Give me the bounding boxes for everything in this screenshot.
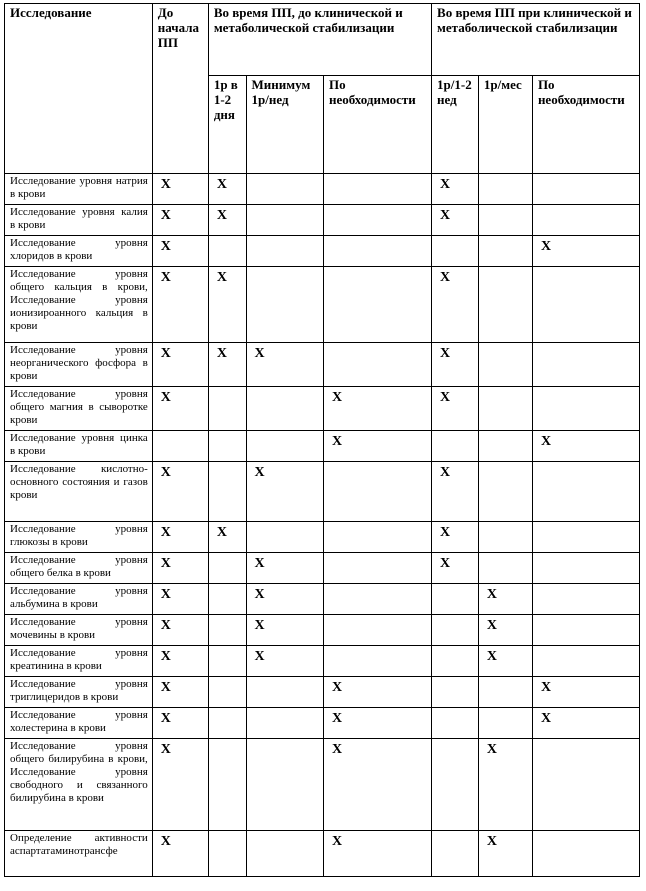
- empty-cell: [478, 387, 532, 431]
- empty-cell: [432, 646, 479, 677]
- empty-cell: [246, 522, 323, 553]
- table-row: [5, 522, 640, 553]
- row-label: Исследование уровня общего кальция в крови, Исследование уровня ионизироанного кальция в крови: [5, 267, 153, 343]
- table-row: [5, 831, 640, 877]
- empty-cell: [246, 677, 323, 708]
- empty-cell: [323, 615, 431, 646]
- header-weekly-1-2: 1р/1-2 нед: [432, 76, 479, 174]
- empty-cell: [532, 267, 639, 343]
- table-row: [5, 431, 640, 462]
- check-mark: X: [152, 677, 208, 708]
- table-body: [5, 174, 640, 877]
- check-mark: X: [478, 739, 532, 831]
- empty-cell: [532, 739, 639, 831]
- header-monthly: 1р/мес: [478, 76, 532, 174]
- empty-cell: [246, 387, 323, 431]
- empty-cell: [532, 831, 639, 877]
- check-mark: X: [532, 236, 639, 267]
- check-mark: X: [478, 584, 532, 615]
- table-row: [5, 387, 640, 431]
- header-during-pn-after-stabilization: Во время ПП при клинической и метаболической стабилизации: [432, 4, 640, 76]
- empty-cell: [208, 553, 246, 584]
- empty-cell: [432, 431, 479, 462]
- row-label: Исследование уровня общего билирубина в крови, Исследование уровня свободного и связанного билирубина в крови: [5, 739, 153, 831]
- check-mark: X: [208, 205, 246, 236]
- check-mark: X: [208, 522, 246, 553]
- table-row: [5, 343, 640, 387]
- check-mark: X: [152, 174, 208, 205]
- table-row: [5, 739, 640, 831]
- empty-cell: [246, 431, 323, 462]
- header-as-needed-2: По необходимости: [532, 76, 639, 174]
- empty-cell: [208, 831, 246, 877]
- check-mark: X: [323, 677, 431, 708]
- check-mark: X: [246, 462, 323, 522]
- check-mark: X: [432, 522, 479, 553]
- header-daily: 1р в 1-2 дня: [208, 76, 246, 174]
- check-mark: X: [323, 831, 431, 877]
- check-mark: X: [152, 739, 208, 831]
- empty-cell: [246, 708, 323, 739]
- check-mark: X: [323, 431, 431, 462]
- table-row: [5, 584, 640, 615]
- empty-cell: [432, 708, 479, 739]
- check-mark: X: [152, 522, 208, 553]
- empty-cell: [323, 174, 431, 205]
- check-mark: X: [152, 615, 208, 646]
- check-mark: X: [246, 343, 323, 387]
- check-mark: X: [152, 236, 208, 267]
- row-label: Исследование уровня альбумина в крови: [5, 584, 153, 615]
- check-mark: X: [152, 462, 208, 522]
- empty-cell: [478, 431, 532, 462]
- empty-cell: [478, 708, 532, 739]
- row-label: Исследование кислотно-основного состояния и газов крови: [5, 462, 153, 522]
- empty-cell: [532, 387, 639, 431]
- empty-cell: [323, 646, 431, 677]
- check-mark: X: [152, 205, 208, 236]
- check-mark: X: [432, 174, 479, 205]
- empty-cell: [532, 462, 639, 522]
- empty-cell: [246, 267, 323, 343]
- empty-cell: [208, 387, 246, 431]
- check-mark: X: [432, 343, 479, 387]
- header-min-weekly: Минимум 1р/нед: [246, 76, 323, 174]
- empty-cell: [432, 677, 479, 708]
- empty-cell: [478, 205, 532, 236]
- check-mark: X: [323, 708, 431, 739]
- row-label: Исследование уровня общего белка в крови: [5, 553, 153, 584]
- row-label: Исследование уровня триглицеридов в крови: [5, 677, 153, 708]
- check-mark: X: [478, 615, 532, 646]
- empty-cell: [432, 615, 479, 646]
- row-label: Исследование уровня креатинина в крови: [5, 646, 153, 677]
- check-mark: X: [478, 646, 532, 677]
- empty-cell: [246, 831, 323, 877]
- empty-cell: [323, 236, 431, 267]
- row-label: Исследование уровня мочевины в крови: [5, 615, 153, 646]
- empty-cell: [208, 615, 246, 646]
- empty-cell: [532, 343, 639, 387]
- empty-cell: [208, 708, 246, 739]
- empty-cell: [208, 646, 246, 677]
- table-row: [5, 553, 640, 584]
- row-label: Исследование уровня холестерина в крови: [5, 708, 153, 739]
- empty-cell: [478, 462, 532, 522]
- empty-cell: [532, 205, 639, 236]
- check-mark: X: [152, 708, 208, 739]
- check-mark: X: [152, 646, 208, 677]
- check-mark: X: [432, 462, 479, 522]
- check-mark: X: [208, 267, 246, 343]
- table-row: [5, 677, 640, 708]
- table-row: [5, 236, 640, 267]
- empty-cell: [478, 522, 532, 553]
- empty-cell: [323, 205, 431, 236]
- empty-cell: [323, 522, 431, 553]
- check-mark: X: [152, 267, 208, 343]
- empty-cell: [532, 174, 639, 205]
- check-mark: X: [532, 431, 639, 462]
- check-mark: X: [323, 387, 431, 431]
- empty-cell: [478, 553, 532, 584]
- row-label: Исследование уровня неорганического фосфора в крови: [5, 343, 153, 387]
- check-mark: X: [432, 205, 479, 236]
- empty-cell: [432, 236, 479, 267]
- row-label: Определение активности аспартатаминотрансфе: [5, 831, 153, 877]
- empty-cell: [208, 584, 246, 615]
- table-row: [5, 708, 640, 739]
- header-research: Исследование: [5, 4, 153, 174]
- check-mark: X: [152, 387, 208, 431]
- check-mark: X: [432, 553, 479, 584]
- header-during-pn-before-stabilization: Во время ПП, до клинической и метаболической стабилизации: [208, 4, 431, 76]
- table-row: [5, 462, 640, 522]
- empty-cell: [208, 431, 246, 462]
- empty-cell: [323, 553, 431, 584]
- empty-cell: [208, 739, 246, 831]
- check-mark: X: [208, 343, 246, 387]
- row-label: Исследование уровня глюкозы в крови: [5, 522, 153, 553]
- empty-cell: [532, 584, 639, 615]
- check-mark: X: [208, 174, 246, 205]
- check-mark: X: [432, 267, 479, 343]
- empty-cell: [478, 236, 532, 267]
- check-mark: X: [246, 615, 323, 646]
- empty-cell: [323, 343, 431, 387]
- empty-cell: [432, 584, 479, 615]
- empty-cell: [208, 677, 246, 708]
- row-label: Исследование уровня хлоридов в крови: [5, 236, 153, 267]
- row-label: Исследование уровня общего магния в сыворотке крови: [5, 387, 153, 431]
- empty-cell: [432, 739, 479, 831]
- check-mark: X: [152, 584, 208, 615]
- check-mark: X: [432, 387, 479, 431]
- monitoring-table: [4, 3, 640, 877]
- empty-cell: [323, 584, 431, 615]
- table-row: [5, 267, 640, 343]
- empty-cell: [246, 236, 323, 267]
- empty-cell: [478, 343, 532, 387]
- check-mark: X: [246, 584, 323, 615]
- table-row: [5, 174, 640, 205]
- empty-cell: [478, 677, 532, 708]
- empty-cell: [478, 174, 532, 205]
- check-mark: X: [478, 831, 532, 877]
- header-as-needed-1: По необходимости: [323, 76, 431, 174]
- table-row: [5, 646, 640, 677]
- empty-cell: [323, 462, 431, 522]
- empty-cell: [532, 615, 639, 646]
- table-row: [5, 615, 640, 646]
- empty-cell: [246, 174, 323, 205]
- check-mark: X: [532, 708, 639, 739]
- empty-cell: [208, 462, 246, 522]
- empty-cell: [208, 236, 246, 267]
- empty-cell: [478, 267, 532, 343]
- row-label: Исследование уровня цинка в крови: [5, 431, 153, 462]
- empty-cell: [152, 431, 208, 462]
- check-mark: X: [246, 646, 323, 677]
- table-row: [5, 205, 640, 236]
- row-label: Исследование уровня калия в крови: [5, 205, 153, 236]
- check-mark: X: [152, 553, 208, 584]
- check-mark: X: [152, 831, 208, 877]
- empty-cell: [246, 205, 323, 236]
- check-mark: X: [246, 553, 323, 584]
- check-mark: X: [532, 677, 639, 708]
- row-label: Исследование уровня натрия в крови: [5, 174, 153, 205]
- empty-cell: [532, 522, 639, 553]
- empty-cell: [532, 646, 639, 677]
- empty-cell: [246, 739, 323, 831]
- header-before-pn: До начала ПП: [152, 4, 208, 174]
- empty-cell: [532, 553, 639, 584]
- check-mark: X: [323, 739, 431, 831]
- empty-cell: [432, 831, 479, 877]
- empty-cell: [323, 267, 431, 343]
- check-mark: X: [152, 343, 208, 387]
